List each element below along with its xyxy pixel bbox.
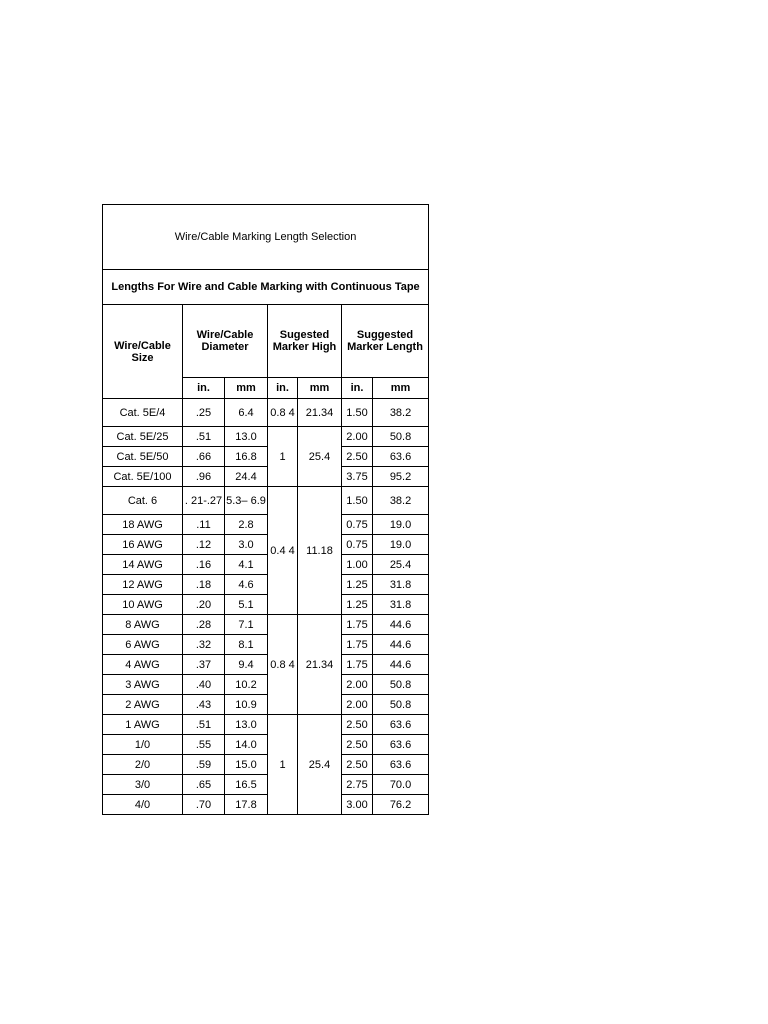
cell-diameter-in: .16 — [183, 555, 225, 575]
cell-high-in: 0.8 4 — [268, 615, 298, 715]
cell-length-mm: 44.6 — [373, 655, 429, 675]
cell-high-mm: 25.4 — [298, 427, 342, 487]
cell-size: 18 AWG — [103, 515, 183, 535]
cell-length-in: 2.00 — [342, 675, 373, 695]
unit-length-in: in. — [342, 378, 373, 399]
cell-diameter-in: .11 — [183, 515, 225, 535]
cell-size: 4/0 — [103, 795, 183, 815]
cell-diameter-mm: 16.5 — [225, 775, 268, 795]
cell-size: Cat. 5E/50 — [103, 447, 183, 467]
table-row — [103, 735, 429, 755]
cell-diameter-in: .55 — [183, 735, 225, 755]
cell-length-mm: 95.2 — [373, 467, 429, 487]
unit-diameter-mm: mm — [225, 378, 268, 399]
cell-diameter-in: .65 — [183, 775, 225, 795]
header-wire-cable-diameter: Wire/Cable Diameter — [183, 305, 268, 378]
cell-size: 16 AWG — [103, 535, 183, 555]
table-row — [103, 487, 429, 515]
cell-diameter-in: .43 — [183, 695, 225, 715]
cell-diameter-in: .51 — [183, 715, 225, 735]
table-row — [103, 775, 429, 795]
cell-diameter-mm: 10.9 — [225, 695, 268, 715]
cell-size: 4 AWG — [103, 655, 183, 675]
cell-diameter-mm: 4.6 — [225, 575, 268, 595]
cell-length-mm: 63.6 — [373, 715, 429, 735]
cell-size: 1 AWG — [103, 715, 183, 735]
cell-length-in: 2.50 — [342, 735, 373, 755]
cell-diameter-mm: 6.4 — [225, 399, 268, 427]
cell-diameter-in: .96 — [183, 467, 225, 487]
table-row — [103, 427, 429, 447]
cell-length-in: 2.00 — [342, 695, 373, 715]
header-suggested-marker-length: Suggested Marker Length — [342, 305, 429, 378]
cell-length-mm: 63.6 — [373, 447, 429, 467]
cell-size: 1/0 — [103, 735, 183, 755]
cell-length-in: 1.25 — [342, 575, 373, 595]
cell-diameter-in: .25 — [183, 399, 225, 427]
cell-diameter-mm: 2.8 — [225, 515, 268, 535]
cell-size: 3/0 — [103, 775, 183, 795]
cell-diameter-mm: 3.0 — [225, 535, 268, 555]
cell-length-in: 3.00 — [342, 795, 373, 815]
header-wire-cable-size: Wire/Cable Size — [103, 305, 183, 399]
cell-length-in: 2.75 — [342, 775, 373, 795]
table-row — [103, 755, 429, 775]
table-row — [103, 795, 429, 815]
cell-length-mm: 76.2 — [373, 795, 429, 815]
cell-diameter-mm: 7.1 — [225, 615, 268, 635]
cell-length-mm: 31.8 — [373, 575, 429, 595]
unit-high-in: in. — [268, 378, 298, 399]
cell-diameter-mm: 16.8 — [225, 447, 268, 467]
table-row — [103, 467, 429, 487]
cell-size: Cat. 5E/100 — [103, 467, 183, 487]
table-title: Wire/Cable Marking Length Selection — [103, 205, 429, 270]
table-row — [103, 635, 429, 655]
cell-length-in: 2.50 — [342, 447, 373, 467]
header-suggested-marker-high: Sugested Marker High — [268, 305, 342, 378]
cell-length-in: 2.00 — [342, 427, 373, 447]
cell-diameter-mm: 13.0 — [225, 427, 268, 447]
cell-diameter-in: .70 — [183, 795, 225, 815]
cell-size: 8 AWG — [103, 615, 183, 635]
cell-size: 3 AWG — [103, 675, 183, 695]
cell-diameter-in: .40 — [183, 675, 225, 695]
cell-diameter-mm: 5.1 — [225, 595, 268, 615]
cell-length-mm: 50.8 — [373, 675, 429, 695]
cell-length-in: 2.50 — [342, 755, 373, 775]
cell-length-mm: 63.6 — [373, 735, 429, 755]
cell-length-in: 0.75 — [342, 515, 373, 535]
cell-diameter-in: .59 — [183, 755, 225, 775]
cell-length-in: 1.50 — [342, 399, 373, 427]
cell-length-mm: 70.0 — [373, 775, 429, 795]
cell-length-mm: 38.2 — [373, 487, 429, 515]
cell-diameter-in: .32 — [183, 635, 225, 655]
cell-length-in: 1.25 — [342, 595, 373, 615]
table-row — [103, 715, 429, 735]
cell-length-mm: 44.6 — [373, 615, 429, 635]
table-row — [103, 615, 429, 635]
cell-high-in: 0.4 4 — [268, 487, 298, 615]
cell-high-in: 1 — [268, 715, 298, 815]
cell-size: 10 AWG — [103, 595, 183, 615]
cell-diameter-in: .20 — [183, 595, 225, 615]
cell-length-mm: 19.0 — [373, 535, 429, 555]
unit-length-mm: mm — [373, 378, 429, 399]
cell-length-in: 1.75 — [342, 635, 373, 655]
cell-diameter-mm: 5.3– 6.9 — [225, 487, 268, 515]
cell-high-in: 0.8 4 — [268, 399, 298, 427]
unit-diameter-in: in. — [183, 378, 225, 399]
cell-diameter-mm: 13.0 — [225, 715, 268, 735]
table-row — [103, 447, 429, 467]
cell-high-mm: 25.4 — [298, 715, 342, 815]
cell-length-mm: 44.6 — [373, 635, 429, 655]
cell-diameter-mm: 17.8 — [225, 795, 268, 815]
table-row — [103, 555, 429, 575]
cell-length-mm: 63.6 — [373, 755, 429, 775]
cell-high-in: 1 — [268, 427, 298, 487]
table-row — [103, 695, 429, 715]
cell-length-mm: 50.8 — [373, 695, 429, 715]
cell-size: 14 AWG — [103, 555, 183, 575]
table-row — [103, 535, 429, 555]
cell-diameter-mm: 9.4 — [225, 655, 268, 675]
cell-size: 2 AWG — [103, 695, 183, 715]
cell-size: 12 AWG — [103, 575, 183, 595]
cell-length-mm: 50.8 — [373, 427, 429, 447]
cell-high-mm: 11.18 — [298, 487, 342, 615]
cell-diameter-in: .18 — [183, 575, 225, 595]
table-row — [103, 655, 429, 675]
cell-size: Cat. 6 — [103, 487, 183, 515]
cell-size: Cat. 5E/4 — [103, 399, 183, 427]
cell-diameter-mm: 10.2 — [225, 675, 268, 695]
table-row — [103, 595, 429, 615]
cell-diameter-in: .28 — [183, 615, 225, 635]
cell-length-in: 0.75 — [342, 535, 373, 555]
cell-diameter-in: . 21-.27 — [183, 487, 225, 515]
cell-length-in: 1.00 — [342, 555, 373, 575]
cell-length-in: 1.75 — [342, 615, 373, 635]
cell-length-in: 2.50 — [342, 715, 373, 735]
table-row — [103, 515, 429, 535]
cell-length-in: 1.50 — [342, 487, 373, 515]
table-row — [103, 399, 429, 427]
table-row — [103, 575, 429, 595]
cell-high-mm: 21.34 — [298, 615, 342, 715]
cell-length-mm: 38.2 — [373, 399, 429, 427]
cell-diameter-mm: 15.0 — [225, 755, 268, 775]
cell-size: 2/0 — [103, 755, 183, 775]
cell-diameter-mm: 8.1 — [225, 635, 268, 655]
cell-size: 6 AWG — [103, 635, 183, 655]
cell-length-mm: 31.8 — [373, 595, 429, 615]
cell-length-in: 1.75 — [342, 655, 373, 675]
cell-diameter-mm: 14.0 — [225, 735, 268, 755]
table-row — [103, 675, 429, 695]
cell-diameter-in: .37 — [183, 655, 225, 675]
table-subtitle: Lengths For Wire and Cable Marking with Continuous Tape — [103, 270, 429, 305]
cell-diameter-in: .51 — [183, 427, 225, 447]
cell-high-mm: 21.34 — [298, 399, 342, 427]
cell-length-mm: 19.0 — [373, 515, 429, 535]
cell-size: Cat. 5E/25 — [103, 427, 183, 447]
cell-length-mm: 25.4 — [373, 555, 429, 575]
marking-length-table — [102, 204, 429, 815]
marking-length-table-container — [102, 204, 428, 815]
cell-diameter-in: .12 — [183, 535, 225, 555]
cell-diameter-mm: 4.1 — [225, 555, 268, 575]
cell-diameter-in: .66 — [183, 447, 225, 467]
cell-length-in: 3.75 — [342, 467, 373, 487]
cell-diameter-mm: 24.4 — [225, 467, 268, 487]
unit-high-mm: mm — [298, 378, 342, 399]
